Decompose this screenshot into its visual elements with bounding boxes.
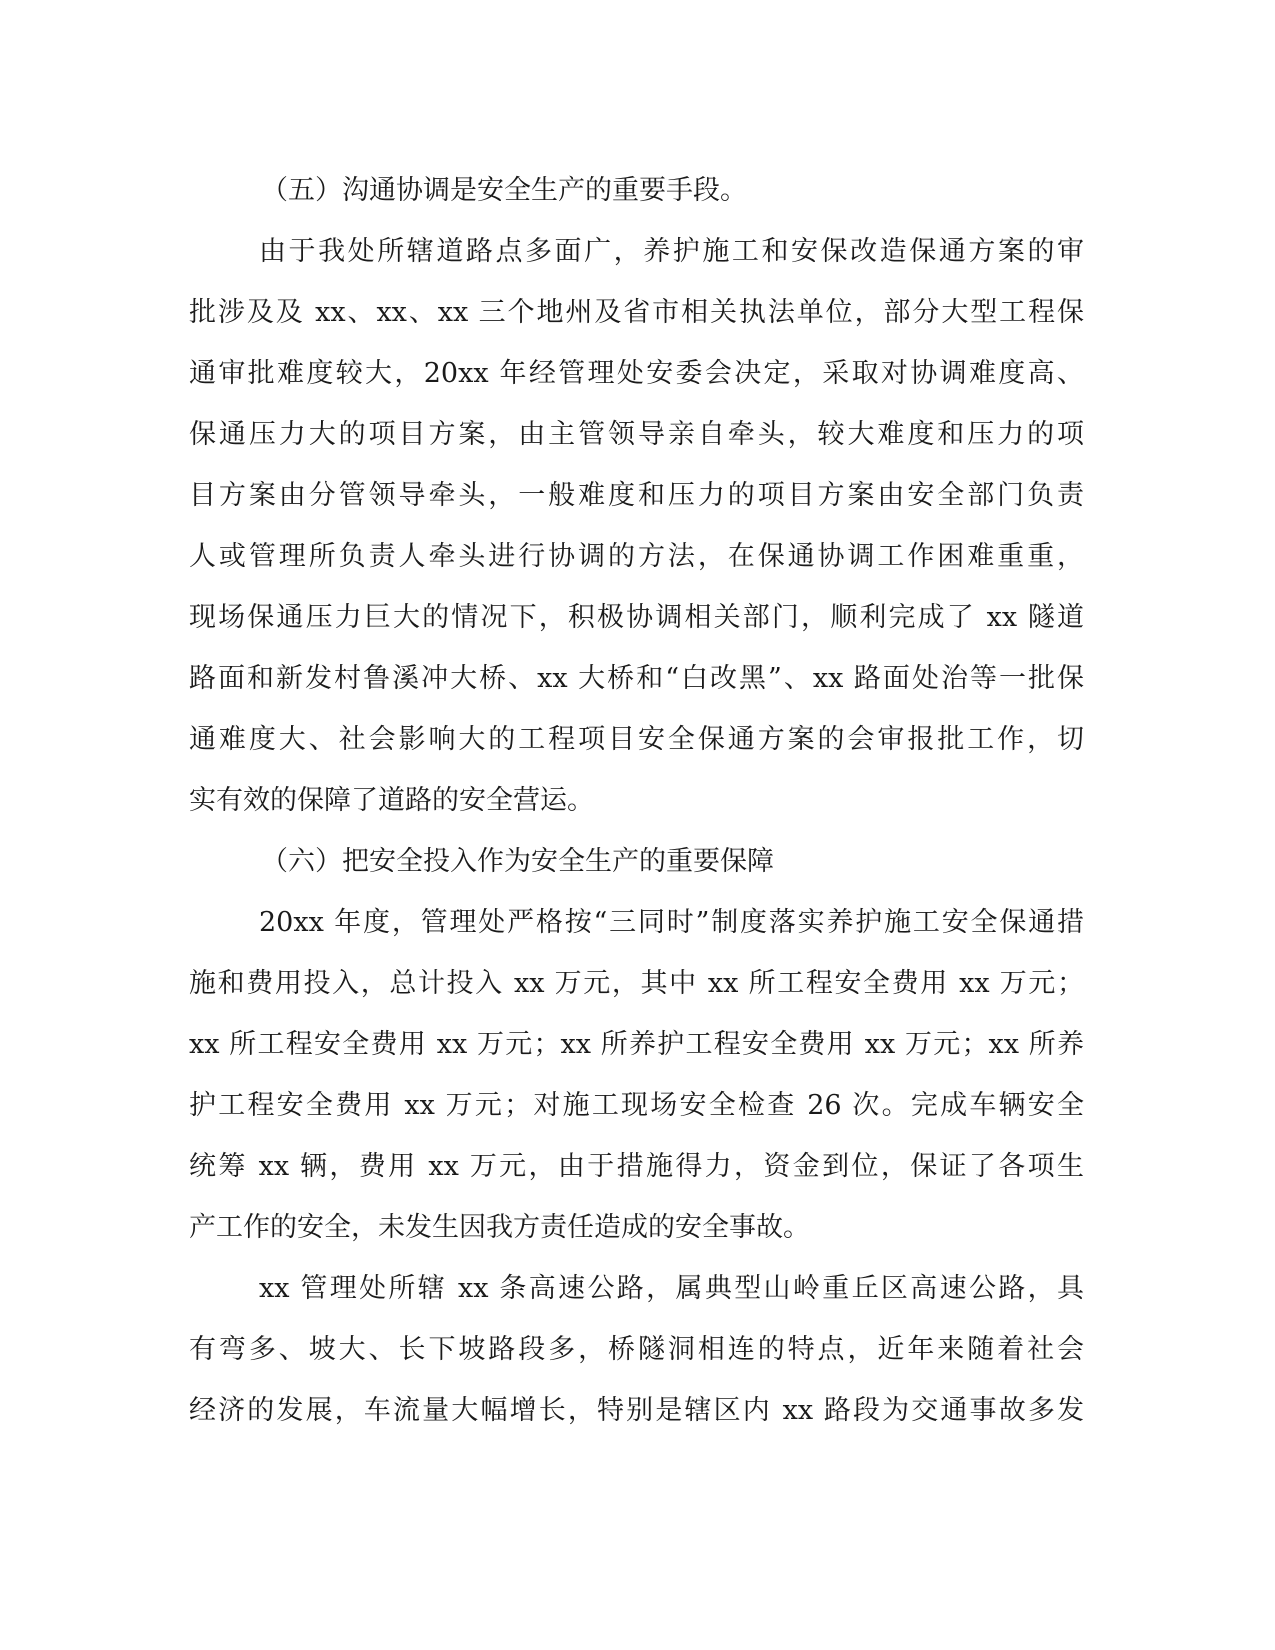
paragraph-line: 通难度大、社会影响大的工程项目安全保通方案的会审报批工作，切	[189, 724, 1084, 755]
paragraph-line: 目方案由分管领导牵头，一般难度和压力的项目方案由安全部门负责	[189, 480, 1084, 511]
section-heading-6: （六）把安全投入作为安全生产的重要保障	[261, 846, 774, 877]
paragraph-line: 实有效的保障了道路的安全营运。	[189, 785, 594, 816]
paragraph-line: 保通压力大的项目方案，由主管领导亲自牵头，较大难度和压力的项	[189, 419, 1084, 450]
paragraph-communication	[189, 221, 1084, 831]
paragraph-line: 护工程安全费用 xx 万元；对施工现场安全检查 26 次。完成车辆安全	[189, 1090, 1084, 1121]
paragraph-line: 由于我处所辖道路点多面广，养护施工和安保改造保通方案的审	[259, 236, 1084, 267]
paragraph-highway-overview	[189, 1258, 1084, 1441]
document-body	[189, 160, 1084, 1441]
paragraph-line: 路面和新发村鲁溪冲大桥、xx 大桥和“白改黑”、xx 路面处治等一批保	[189, 663, 1084, 694]
paragraph-line: xx 所工程安全费用 xx 万元；xx 所养护工程安全费用 xx 万元；xx 所养	[189, 1029, 1084, 1060]
paragraph-line: 现场保通压力巨大的情况下，积极协调相关部门，顺利完成了 xx 隧道	[189, 602, 1084, 633]
section-heading-5: （五）沟通协调是安全生产的重要手段。	[261, 175, 747, 206]
paragraph-line: 批涉及及 xx、xx、xx 三个地州及省市相关执法单位，部分大型工程保	[189, 297, 1084, 328]
paragraph-line: 经济的发展，车流量大幅增长，特别是辖区内 xx 路段为交通事故多发	[189, 1395, 1084, 1426]
paragraph-line: 通审批难度较大，20xx 年经管理处安委会决定，采取对协调难度高、	[189, 358, 1084, 389]
paragraph-line: xx 管理处所辖 xx 条高速公路，属典型山岭重丘区高速公路，具	[259, 1273, 1084, 1304]
paragraph-line: 产工作的安全，未发生因我方责任造成的安全事故。	[189, 1212, 810, 1243]
paragraph-line: 统筹 xx 辆，费用 xx 万元，由于措施得力，资金到位，保证了各项生	[189, 1151, 1084, 1182]
paragraph-line: 人或管理所负责人牵头进行协调的方法，在保通协调工作困难重重，	[189, 541, 1084, 572]
paragraph-safety-investment	[189, 892, 1084, 1258]
paragraph-line: 有弯多、坡大、长下坡路段多，桥隧洞相连的特点，近年来随着社会	[189, 1334, 1084, 1365]
paragraph-line: 20xx 年度，管理处严格按“三同时”制度落实养护施工安全保通措	[259, 907, 1084, 938]
paragraph-line: 施和费用投入，总计投入 xx 万元，其中 xx 所工程安全费用 xx 万元；	[189, 968, 1084, 999]
